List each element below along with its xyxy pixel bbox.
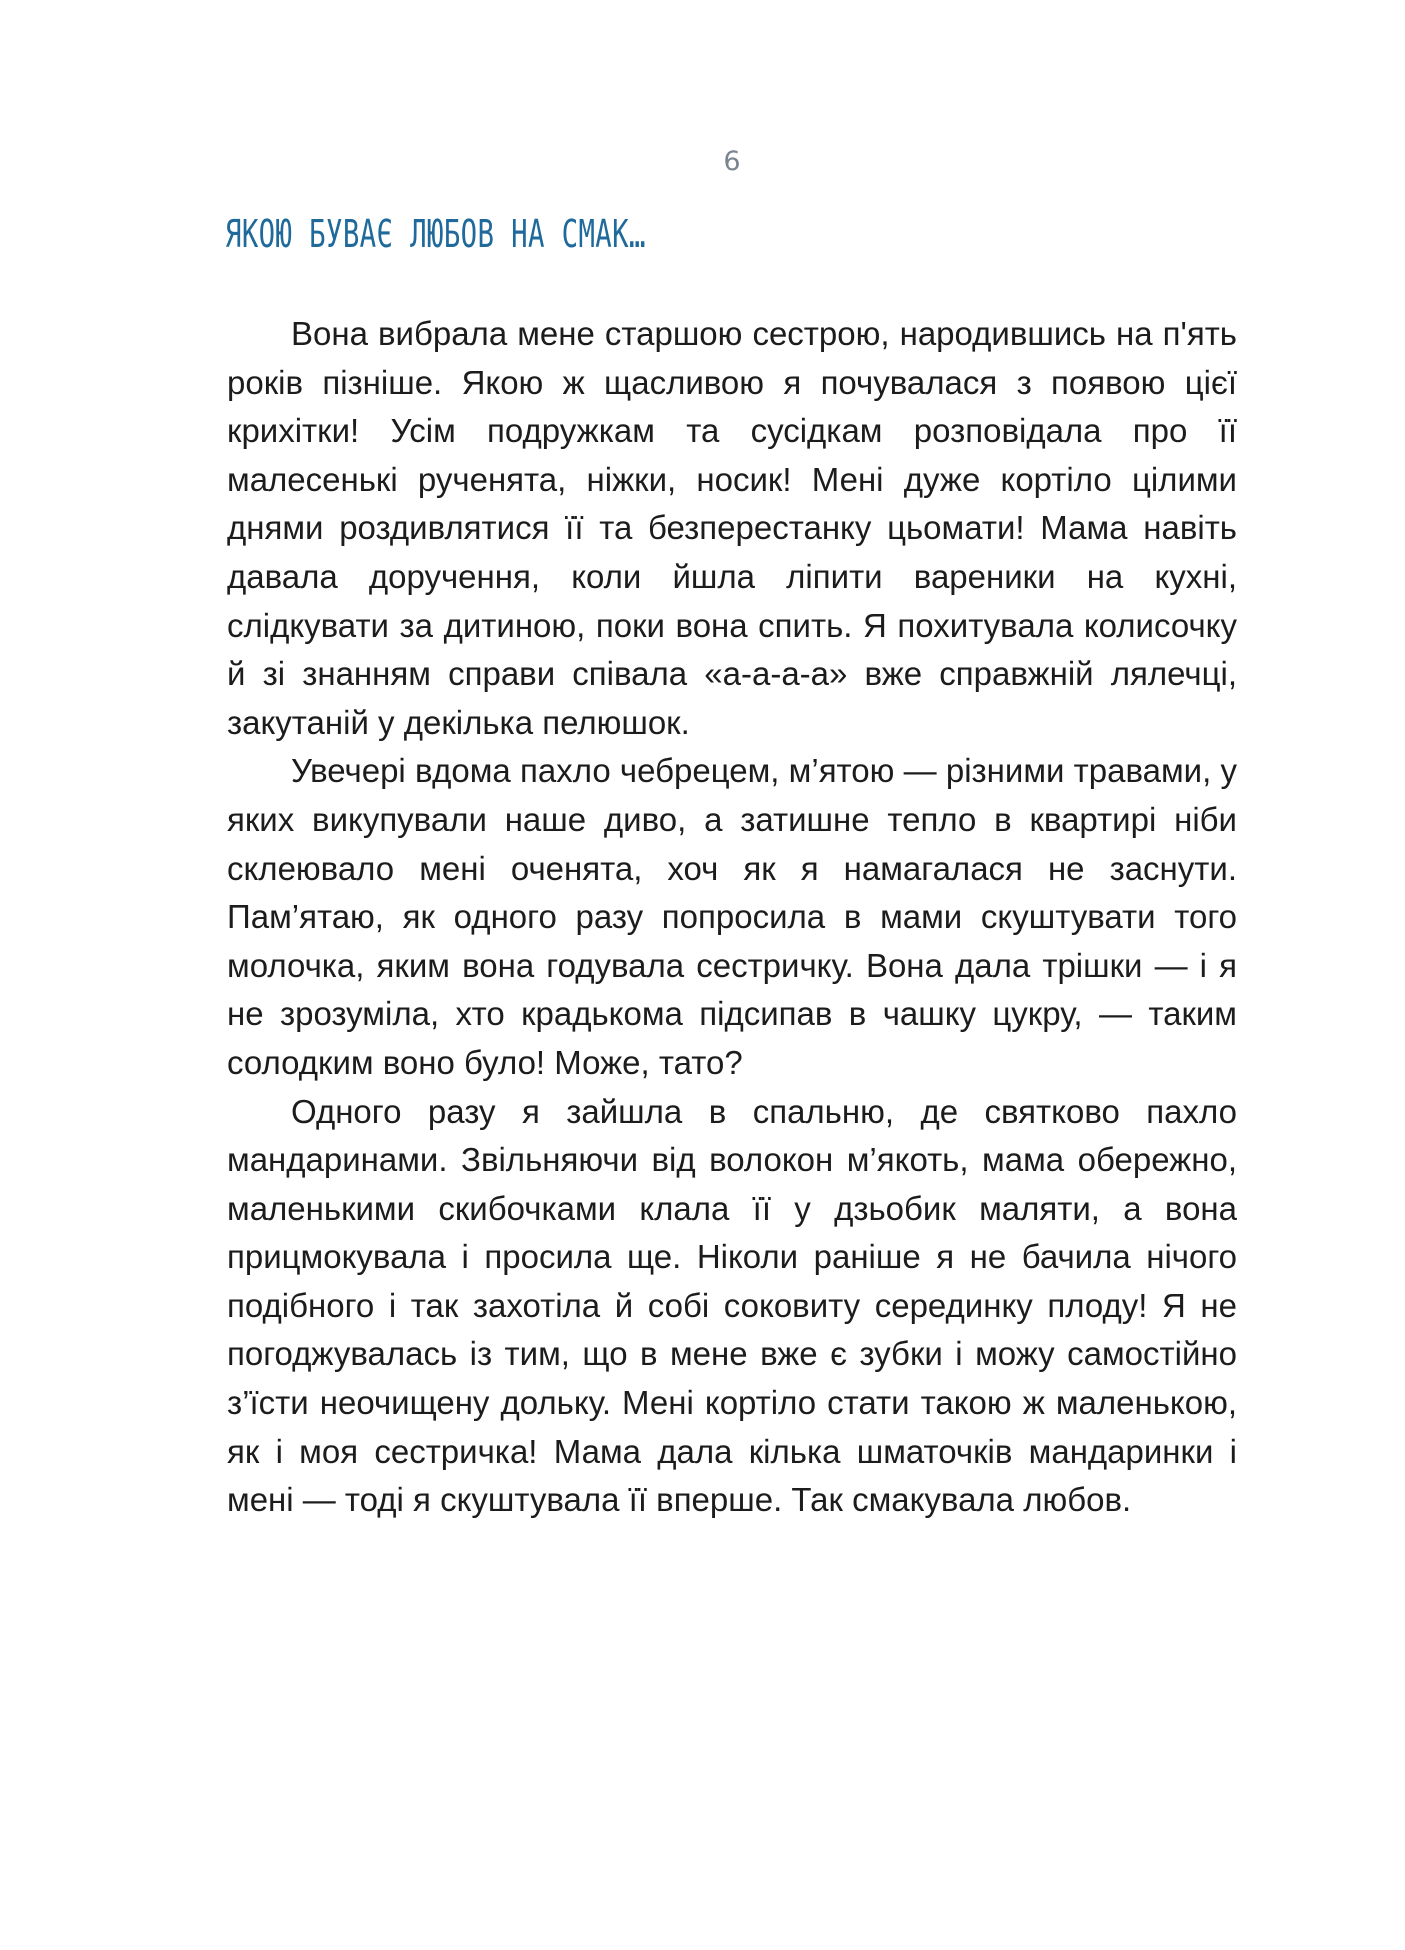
paragraph: Одного разу я зайшла в спальню, де святково пахло мандаринами. Звільняючи від волокон м’якоть, мама обережно, маленькими скибочками клала її у дзьобик маляти, а вона прицмокувала і просила ще. Ніколи раніше я не бачила нічого подібного і так захотіла й собі соковиту серединку плоду! Я не погоджувалась із тим, що в мене вже є зубки і можу самостійно з’їсти неочищену дольку. Мені кортіло стати такою ж маленькою, як і моя сестричка! Мама дала кілька шматочків мандаринки і мені — тоді я скуштувала її вперше. Так смакувала любов. — [227, 1092, 1237, 1519]
chapter-title: ЯКОЮ БУВАЄ ЛЮБОВ НА СМАК… — [225, 212, 646, 256]
page-number: 6 — [723, 146, 741, 177]
paragraph: Увечері вдома пахло чебрецем, м’ятою — різними травами, у яких викупували наше диво, а затишне тепло в квартирі ніби склеювало мені оченята, хоч як я намагалася не заснути. Пам’ятаю, як одного разу попросила в мами скуштувати того молочка, яким вона годувала сестричку. Вона дала трішки — і я не зрозуміла, хто крадькома підсипав в чашку цукру, — таким солодким воно було! Може, тато? — [227, 752, 1237, 1081]
paragraph: Вона вибрала мене старшою сестрою, народившись на п'ять років пізніше. Якою ж щасливою я почувалася з появою цієї крихітки! Усім подружкам та сусідкам розповідала про її малесенькі рученята, ніжки, носик! Мені дуже кортіло цілими днями роздивлятися її та безперестанку цьомати! Мама навіть давала доручення, коли йшла ліпити вареники на кухні, слідкувати за дитиною, поки вона спить. Я похитувала колисочку й зі знанням справи співала «а-а-а-а» вже справжній лялечці, закутаній у декілька пелюшок. — [227, 315, 1237, 741]
text-body — [227, 310, 1237, 1525]
